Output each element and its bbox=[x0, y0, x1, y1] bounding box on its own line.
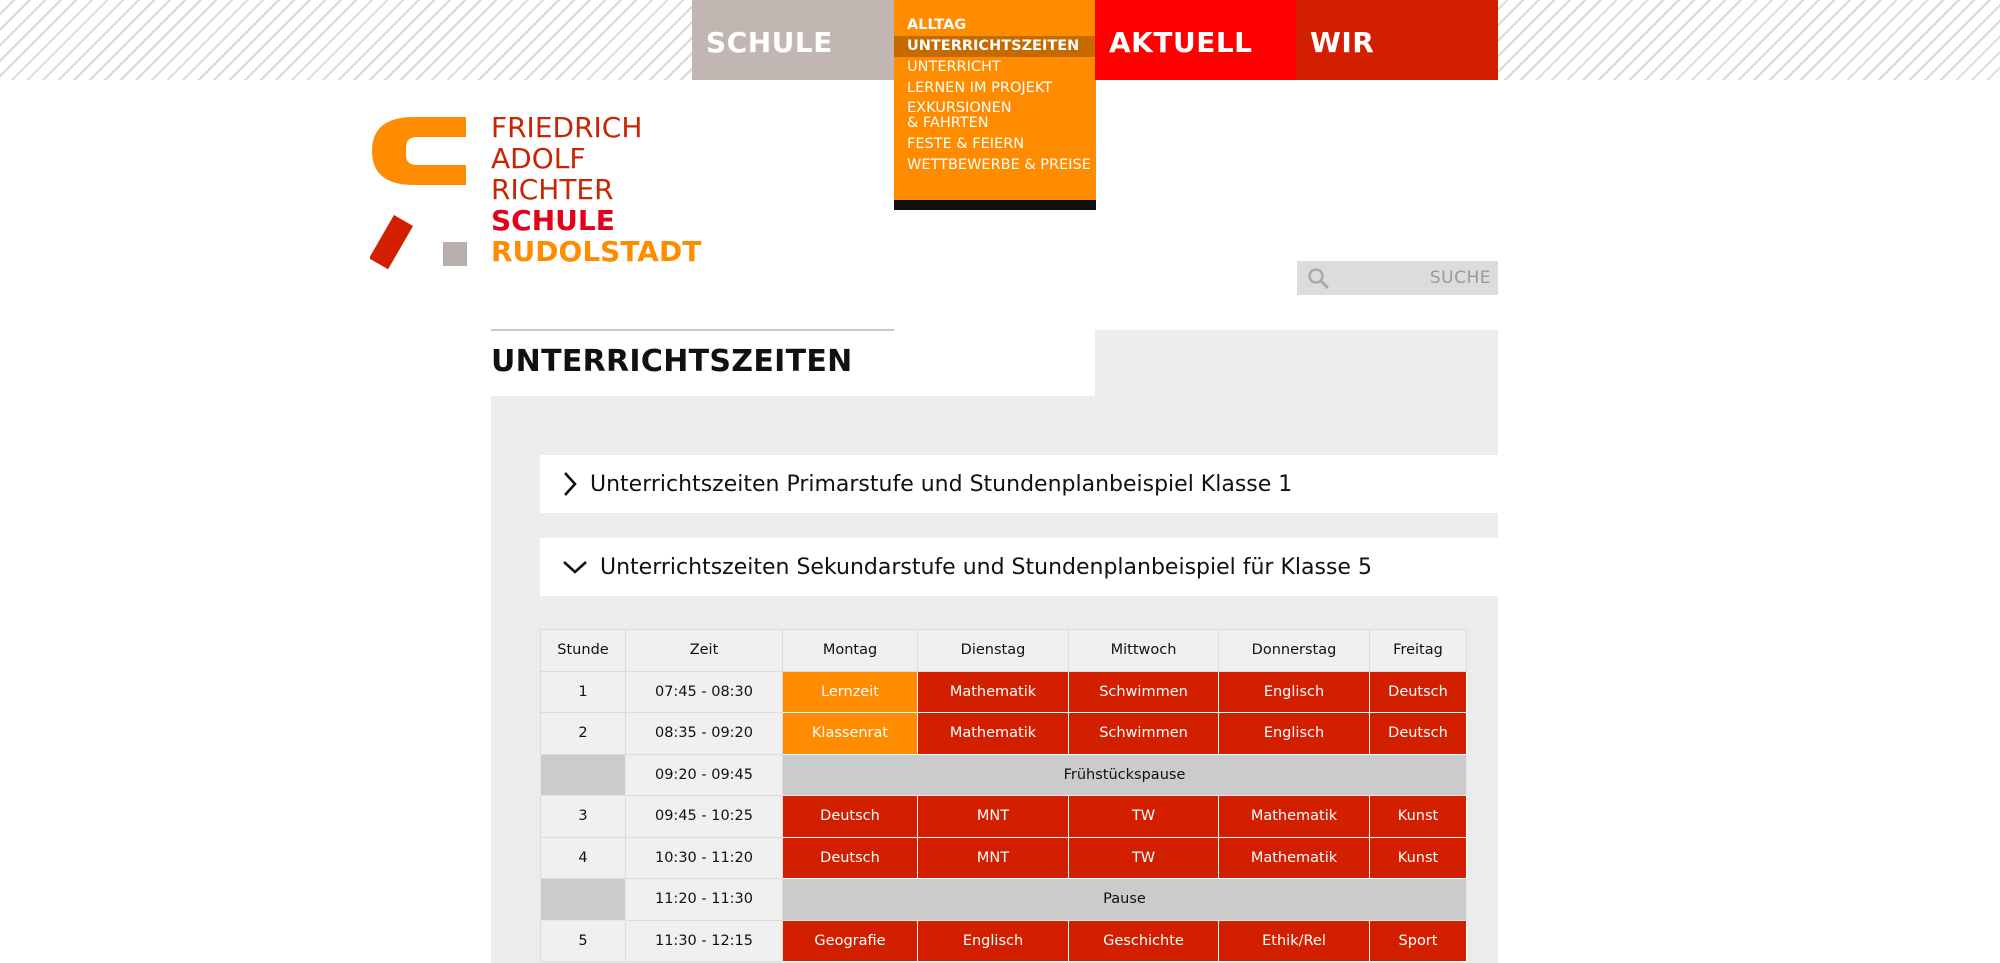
menu-item-fahrten[interactable]: & FAHRTEN bbox=[907, 115, 989, 131]
cell-subject: Mathematik bbox=[1219, 837, 1370, 879]
cell-subject: Deutsch bbox=[783, 796, 918, 838]
header-dienstag: Dienstag bbox=[918, 630, 1069, 672]
accordion-title-sekundarstufe: Unterrichtszeiten Sekundarstufe und Stundenplanbeispiel für Klasse 5 bbox=[600, 554, 1372, 580]
cell-subject: Schwimmen bbox=[1069, 713, 1219, 755]
cell-stunde: 4 bbox=[541, 837, 626, 879]
title-divider bbox=[491, 329, 894, 331]
cell-subject: Geschichte bbox=[1069, 920, 1219, 962]
cell-subject: Schwimmen bbox=[1069, 671, 1219, 713]
menu-item-unterricht[interactable]: UNTERRICHT bbox=[907, 59, 1001, 75]
cell-break-label: Pause bbox=[783, 879, 1467, 921]
logo-line-rudolstadt: RUDOLSTADT bbox=[491, 235, 702, 268]
search-input[interactable] bbox=[1333, 261, 1491, 295]
cell-zeit: 11:30 - 12:15 bbox=[626, 920, 783, 962]
cell-break-label: Frühstückspause bbox=[783, 754, 1467, 796]
cell-stunde bbox=[541, 879, 626, 921]
cell-subject: Klassenrat bbox=[783, 713, 918, 755]
logo-line-schule: SCHULE bbox=[491, 204, 615, 237]
cell-zeit: 09:45 - 10:25 bbox=[626, 796, 783, 838]
school-logo-text[interactable] bbox=[491, 112, 701, 267]
cell-subject: MNT bbox=[918, 837, 1069, 879]
logo-line-adolf: ADOLF bbox=[491, 142, 586, 175]
cell-stunde: 5 bbox=[541, 920, 626, 962]
cell-subject: Ethik/Rel bbox=[1219, 920, 1370, 962]
table-row bbox=[541, 671, 1467, 713]
accordion-title-primarstufe: Unterrichtszeiten Primarstufe und Stundenplanbeispiel Klasse 1 bbox=[590, 471, 1293, 497]
cell-zeit: 09:20 - 09:45 bbox=[626, 754, 783, 796]
page-title: UNTERRICHTSZEITEN bbox=[491, 344, 853, 379]
cell-subject: Sport bbox=[1370, 920, 1467, 962]
cell-subject: Deutsch bbox=[1370, 713, 1467, 755]
cell-subject: MNT bbox=[918, 796, 1069, 838]
cell-stunde: 2 bbox=[541, 713, 626, 755]
cell-subject: Englisch bbox=[1219, 713, 1370, 755]
cell-subject: Mathematik bbox=[918, 713, 1069, 755]
cell-subject: Kunst bbox=[1370, 796, 1467, 838]
nav-schule[interactable]: SCHULE bbox=[692, 0, 894, 80]
table-row bbox=[541, 837, 1467, 879]
chevron-down-icon bbox=[562, 559, 588, 575]
table-row-break bbox=[541, 879, 1467, 921]
header-donnerstag: Donnerstag bbox=[1219, 630, 1370, 672]
header-stunde: Stunde bbox=[541, 630, 626, 672]
menu-item-lernen-im-projekt[interactable]: LERNEN IM PROJEKT bbox=[907, 80, 1053, 96]
cell-subject: Englisch bbox=[1219, 671, 1370, 713]
menu-item-wettbewerbe-preise[interactable]: WETTBEWERBE & PREISE bbox=[907, 157, 1091, 173]
cell-zeit: 08:35 - 09:20 bbox=[626, 713, 783, 755]
menu-item-exkursionen[interactable]: EXKURSIONEN bbox=[907, 100, 1012, 116]
table-row bbox=[541, 713, 1467, 755]
cell-subject: Englisch bbox=[918, 920, 1069, 962]
timetable-header-row bbox=[541, 630, 1467, 672]
cell-subject: Lernzeit bbox=[783, 671, 918, 713]
cell-subject: TW bbox=[1069, 837, 1219, 879]
cell-subject: Deutsch bbox=[783, 837, 918, 879]
menu-item-unterrichtszeiten[interactable]: UNTERRICHTSZEITEN bbox=[894, 36, 1096, 57]
accordion-sekundarstufe[interactable] bbox=[540, 538, 1498, 596]
cell-zeit: 11:20 - 11:30 bbox=[626, 879, 783, 921]
logo-line-friedrich: FRIEDRICH bbox=[491, 111, 643, 144]
nav-wir[interactable]: WIR bbox=[1296, 0, 1498, 80]
nav-aktuell[interactable]: AKTUELL bbox=[1095, 0, 1297, 80]
cell-subject: Geografie bbox=[783, 920, 918, 962]
accordion-primarstufe[interactable] bbox=[540, 455, 1498, 513]
header-zeit: Zeit bbox=[626, 630, 783, 672]
menu-item-alltag[interactable]: ALLTAG bbox=[907, 17, 967, 33]
cell-zeit: 07:45 - 08:30 bbox=[626, 671, 783, 713]
table-row bbox=[541, 920, 1467, 962]
cell-subject: Kunst bbox=[1370, 837, 1467, 879]
table-row bbox=[541, 796, 1467, 838]
cell-stunde: 3 bbox=[541, 796, 626, 838]
chevron-right-icon bbox=[562, 471, 578, 497]
header-freitag: Freitag bbox=[1370, 630, 1467, 672]
search-box[interactable] bbox=[1297, 261, 1498, 295]
cell-subject: Deutsch bbox=[1370, 671, 1467, 713]
cell-zeit: 10:30 - 11:20 bbox=[626, 837, 783, 879]
header-mittwoch: Mittwoch bbox=[1069, 630, 1219, 672]
table-row-break bbox=[541, 754, 1467, 796]
cell-subject: Mathematik bbox=[1219, 796, 1370, 838]
cell-subject: TW bbox=[1069, 796, 1219, 838]
header-montag: Montag bbox=[783, 630, 918, 672]
search-icon bbox=[1307, 267, 1329, 289]
menu-item-feste-feiern[interactable]: FESTE & FEIERN bbox=[907, 136, 1025, 152]
cell-stunde: 1 bbox=[541, 671, 626, 713]
logo-line-richter: RICHTER bbox=[491, 173, 614, 206]
cell-stunde bbox=[541, 754, 626, 796]
schule-dropdown-menu bbox=[894, 0, 1096, 210]
timetable bbox=[540, 629, 1467, 962]
cell-subject: Mathematik bbox=[918, 671, 1069, 713]
